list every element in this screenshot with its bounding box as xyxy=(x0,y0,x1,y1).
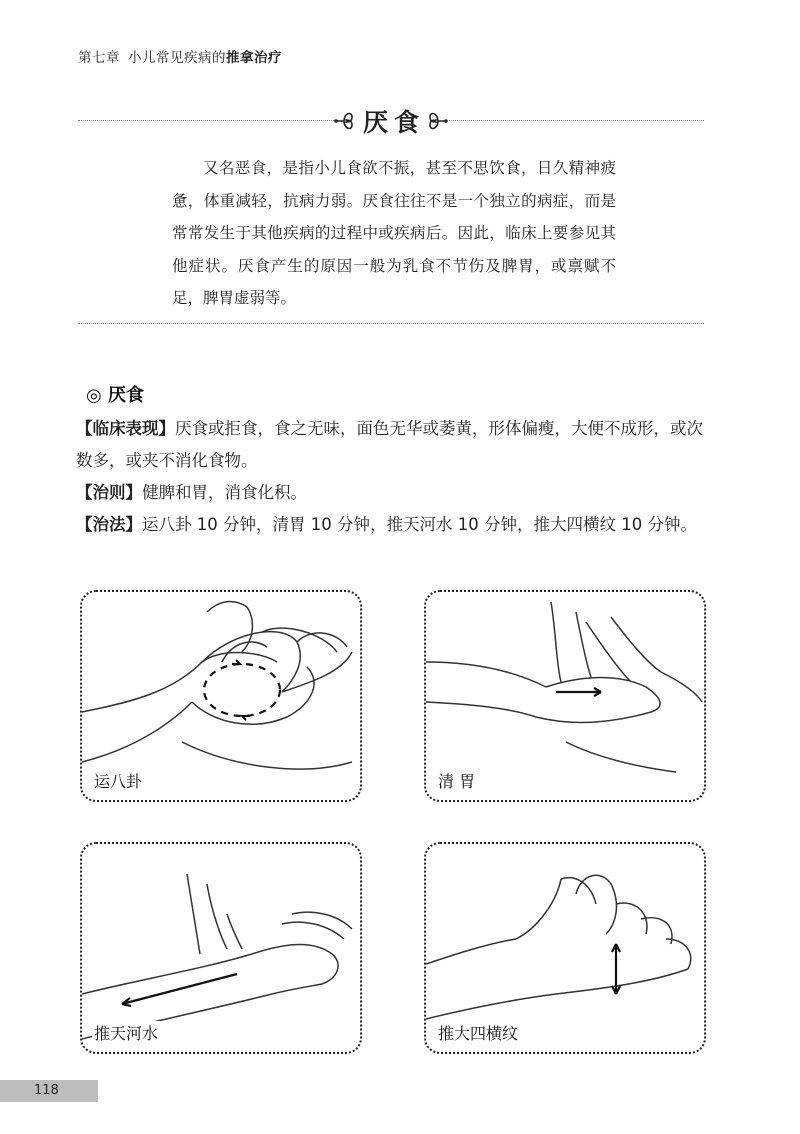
chapter-title-plain: 小儿常见疾病的 xyxy=(128,50,226,66)
figure-panel-qingwei xyxy=(424,590,706,802)
figure-caption: 推天河水 xyxy=(92,1021,160,1044)
clinical-label: 【临床表现】 xyxy=(76,419,175,438)
page-number: 118 xyxy=(0,1080,98,1102)
bottom-divider xyxy=(78,323,704,324)
figure-panel-tuitianheshui xyxy=(80,842,362,1054)
running-header xyxy=(78,46,282,66)
section-title: 厌食 xyxy=(362,108,425,137)
intro-paragraph: 又名恶食，是指小儿食欲不振，甚至不思饮食，日久精神疲惫，体重减轻，抗病力弱。厌食往往不是一个独立的病症，而是常常发生于其他疾病的过程中或疾病后。因此，临床上要参见其他症状。厌食产生的原因一般为乳食不节伤及脾胃，或禀赋不足，脾胃虚弱等。 xyxy=(172,159,616,307)
clinical-paragraph xyxy=(76,413,706,477)
figure-panel-yunbagua xyxy=(80,590,362,802)
circle-marker-icon: ◎ xyxy=(86,385,102,406)
method-text: 运八卦 10 分钟，清胃 10 分钟，推天河水 10 分钟，推大四横纹 10 分钟。 xyxy=(142,515,697,534)
figure-caption: 推大四横纹 xyxy=(436,1021,520,1044)
principle-text: 健脾和胃，消食化积。 xyxy=(142,483,307,502)
principle-paragraph xyxy=(76,477,706,509)
intro-block xyxy=(172,152,616,315)
method-paragraph xyxy=(76,509,706,541)
chapter-label: 第七章 xyxy=(78,50,120,66)
clinical-text: 厌食或拒食，食之无味，面色无华或萎黄，形体偏瘦，大便不成形，或次数多，或夹不消化食物。 xyxy=(76,419,703,470)
subsection-heading xyxy=(86,381,144,407)
figure-caption: 清 胃 xyxy=(436,769,477,792)
principle-label: 【治则】 xyxy=(76,483,142,502)
figure-panel-tuidasihengwen xyxy=(424,842,706,1054)
body-text xyxy=(76,413,706,541)
section-title-box xyxy=(334,103,448,139)
figure-caption: 运八卦 xyxy=(92,769,144,792)
method-label: 【治法】 xyxy=(76,515,142,534)
chapter-title-bold: 推拿治疗 xyxy=(226,50,282,66)
subsection-title: 厌食 xyxy=(108,385,144,406)
